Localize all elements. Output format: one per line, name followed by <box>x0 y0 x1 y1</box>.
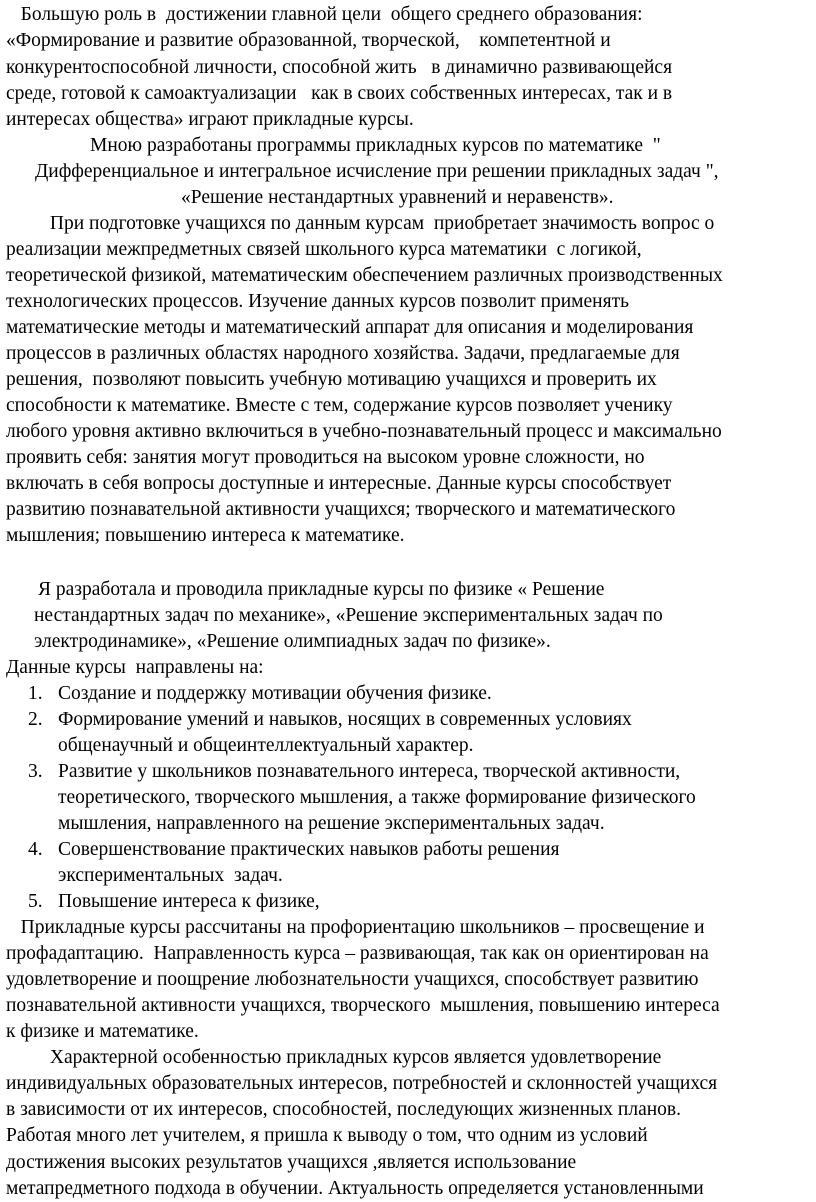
text-line: интересах общества» играют прикладные курсы. <box>6 109 414 130</box>
list-number: 3. <box>28 761 43 782</box>
text-line: нестандартных задач по механике», «Решение экспериментальных задач по <box>34 605 663 626</box>
text-line: реализации межпредметных связей школьного курса математики с логикой, <box>6 239 642 260</box>
text-line: Большую роль в достижении главной цели общего среднего образования: <box>6 4 643 25</box>
text-line: Я разработала и проводила прикладные курсы по физике « Решение <box>38 579 605 600</box>
list-number: 2. <box>28 709 43 730</box>
list-number: 5. <box>28 891 43 912</box>
text-line: Прикладные курсы рассчитаны на профориентацию школьников – просвещение и <box>6 917 705 938</box>
text-line: технологических процессов. Изучение данных курсов позволит применять <box>6 291 629 312</box>
text-line: процессов в различных областях народного хозяйства. Задачи, предлагаемые для <box>6 343 680 364</box>
text-line: конкурентоспособной личности, способной жить в динамично развивающейся <box>6 57 673 78</box>
text-line: мышления; повышению интереса к математике. <box>6 525 405 546</box>
text-line: Характерной особенностью прикладных курсов является удовлетворение <box>6 1047 662 1068</box>
list-number: 1. <box>28 683 43 704</box>
text-line: электродинамике», «Решение олимпиадных задач по физике». <box>34 631 551 652</box>
text-line: «Решение нестандартных уравнений и неравенств». <box>181 187 614 208</box>
text-line: удовлетворение и поощрение любознательности учащихся, способствует развитию <box>6 969 699 990</box>
text-line: включать в себя вопросы доступные и интересные. Данные курсы способствует <box>6 473 672 494</box>
list-item-text: Создание и поддержку мотивации обучения физике. <box>58 683 492 704</box>
text-line: решения, позволяют повысить учебную мотивацию учащихся и проверить их <box>6 369 657 390</box>
text-line: среде, готовой к самоактуализации как в своих собственных интересах, так и в <box>6 83 673 104</box>
text-line: развитию познавательной активности учащихся; творческого и математического <box>6 499 676 520</box>
text-line: При подготовке учащихся по данным курсам приобретает значимость вопрос о <box>6 213 715 234</box>
list-item-text: теоретического, творческого мышления, а также формирование физического <box>58 787 696 808</box>
text-line: в зависимости от их интересов, способностей, последующих жизненных планов. <box>6 1099 681 1120</box>
list-item-text: мышления, направленного на решение экспериментальных задач. <box>58 813 605 834</box>
list-item-text: Развитие у школьников познавательного интереса, творческой активности, <box>58 761 681 782</box>
list-intro: Данные курсы направлены на: <box>6 657 264 678</box>
text-line: «Формирование и развитие образованной, творческой, компетентной и <box>6 30 611 51</box>
text-line: математические методы и математический аппарат для описания и моделирования <box>6 317 694 338</box>
text-line: метапредметного подхода в обучении. Актуальность определяется установленными <box>6 1178 704 1199</box>
text-line: Мною разработаны программы прикладных курсов по математике " <box>90 135 661 156</box>
text-line: способности к математике. Вместе с тем, содержание курсов позволяет ученику <box>6 395 673 416</box>
text-line: теоретической физикой, математическим обеспечением различных производственных <box>6 265 723 286</box>
text-line: индивидуальных образовательных интересов, потребностей и склонностей учащихся <box>6 1073 718 1094</box>
list-item-text: экспериментальных задач. <box>58 865 283 886</box>
list-item-text: Формирование умений и навыков, носящих в современных условиях <box>58 709 632 730</box>
list-item-text: Совершенствование практических навыков работы решения <box>58 839 560 860</box>
text-line: познавательной активности учащихся, творческого мышления, повышению интереса <box>6 995 720 1016</box>
text-line: любого уровня активно включиться в учебно-познавательный процесс и максимально <box>6 421 722 442</box>
text-line: профадаптацию. Направленность курса – развивающая, так как он ориентирован на <box>6 943 709 964</box>
list-number: 4. <box>28 839 43 860</box>
list-item-text: Повышение интереса к физике, <box>58 891 320 912</box>
text-line: Дифференциальное и интегральное исчисление при решении прикладных задач ", <box>35 161 719 182</box>
text-line: проявить себя: занятия могут проводиться на высоком уровне сложности, но <box>6 447 645 468</box>
text-line: к физике и математике. <box>6 1021 199 1042</box>
list-item-text: общенаучный и общеинтеллектуальный характер. <box>58 735 474 756</box>
text-line: достижения высоких результатов учащихся ,является использование <box>6 1152 577 1173</box>
text-line: Работая много лет учителем, я пришла к выводу о том, что одним из условий <box>6 1125 648 1146</box>
